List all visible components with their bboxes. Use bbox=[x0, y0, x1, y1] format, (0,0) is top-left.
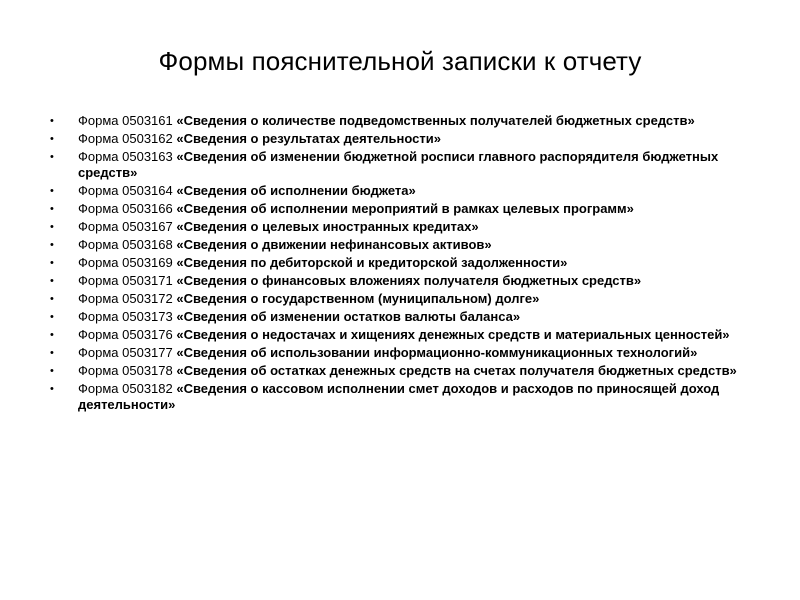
bullet-icon: • bbox=[50, 347, 54, 359]
bullet-icon: • bbox=[50, 365, 54, 377]
page-title: Формы пояснительной записки к отчету bbox=[158, 46, 642, 76]
form-description: «Сведения о целевых иностранных кредитах» bbox=[176, 219, 479, 234]
form-code: Форма 0503177 bbox=[78, 345, 177, 360]
forms-list bbox=[50, 113, 760, 415]
list-item bbox=[50, 291, 760, 307]
form-description: «Сведения о финансовых вложениях получателя бюджетных средств» bbox=[176, 273, 642, 288]
bullet-icon: • bbox=[50, 239, 54, 251]
bullet-icon: • bbox=[50, 257, 54, 269]
form-code: Форма 0503182 bbox=[78, 381, 177, 396]
form-code: Форма 0503168 bbox=[78, 237, 177, 252]
form-code: Форма 0503172 bbox=[78, 291, 177, 306]
bullet-icon: • bbox=[50, 311, 54, 323]
form-description: «Сведения по дебиторской и кредиторской задолженности» bbox=[176, 255, 568, 270]
form-code: Форма 0503176 bbox=[78, 327, 177, 342]
form-code: Форма 0503178 bbox=[78, 363, 177, 378]
list-item bbox=[50, 273, 760, 289]
list-item bbox=[50, 345, 760, 361]
form-code: Форма 0503167 bbox=[78, 219, 177, 234]
list-item bbox=[50, 131, 760, 147]
bullet-icon: • bbox=[50, 151, 54, 163]
form-description: «Сведения об изменении бюджетной росписи главного распорядителя бюджетных средств» bbox=[78, 149, 719, 180]
bullet-icon: • bbox=[50, 133, 54, 145]
list-item bbox=[50, 381, 760, 413]
list-item bbox=[50, 183, 760, 199]
list-item bbox=[50, 327, 760, 343]
list-item bbox=[50, 113, 760, 129]
bullet-icon: • bbox=[50, 383, 54, 395]
form-description: «Сведения о государственном (муниципальном) долге» bbox=[176, 291, 540, 306]
list-item bbox=[50, 309, 760, 325]
bullet-icon: • bbox=[50, 221, 54, 233]
form-description: «Сведения об использовании информационно-коммуникационных технологий» bbox=[176, 345, 698, 360]
form-code: Форма 0503173 bbox=[78, 309, 177, 324]
form-code: Форма 0503161 bbox=[78, 113, 177, 128]
bullet-icon: • bbox=[50, 115, 54, 127]
bullet-icon: • bbox=[50, 185, 54, 197]
form-description: «Сведения об исполнении мероприятий в рамках целевых программ» bbox=[176, 201, 634, 216]
bullet-icon: • bbox=[50, 203, 54, 215]
form-code: Форма 0503162 bbox=[78, 131, 177, 146]
form-code: Форма 0503164 bbox=[78, 183, 177, 198]
list-item bbox=[50, 201, 760, 217]
bullet-icon: • bbox=[50, 275, 54, 287]
form-description: «Сведения об остатках денежных средств на счетах получателя бюджетных средств» bbox=[176, 363, 737, 378]
form-description: «Сведения о результатах деятельности» bbox=[176, 131, 441, 146]
list-item bbox=[50, 255, 760, 271]
form-description: «Сведения об исполнении бюджета» bbox=[176, 183, 416, 198]
bullet-icon: • bbox=[50, 329, 54, 341]
list-item bbox=[50, 363, 760, 379]
form-code: Форма 0503163 bbox=[78, 149, 177, 164]
bullet-icon: • bbox=[50, 293, 54, 305]
form-description: «Сведения о движении нефинансовых активов» bbox=[176, 237, 492, 252]
list-item bbox=[50, 149, 760, 181]
form-code: Форма 0503169 bbox=[78, 255, 177, 270]
list-item bbox=[50, 219, 760, 235]
form-description: «Сведения о количестве подведомственных получателей бюджетных средств» bbox=[176, 113, 695, 128]
list-item bbox=[50, 237, 760, 253]
form-code: Форма 0503166 bbox=[78, 201, 177, 216]
form-description: «Сведения об изменении остатков валюты баланса» bbox=[176, 309, 521, 324]
form-description: «Сведения о кассовом исполнении смет доходов и расходов по приносящей доход деятельности» bbox=[78, 381, 720, 412]
form-description: «Сведения о недостачах и хищениях денежных средств и материальных ценностей» bbox=[176, 327, 730, 342]
form-code: Форма 0503171 bbox=[78, 273, 177, 288]
